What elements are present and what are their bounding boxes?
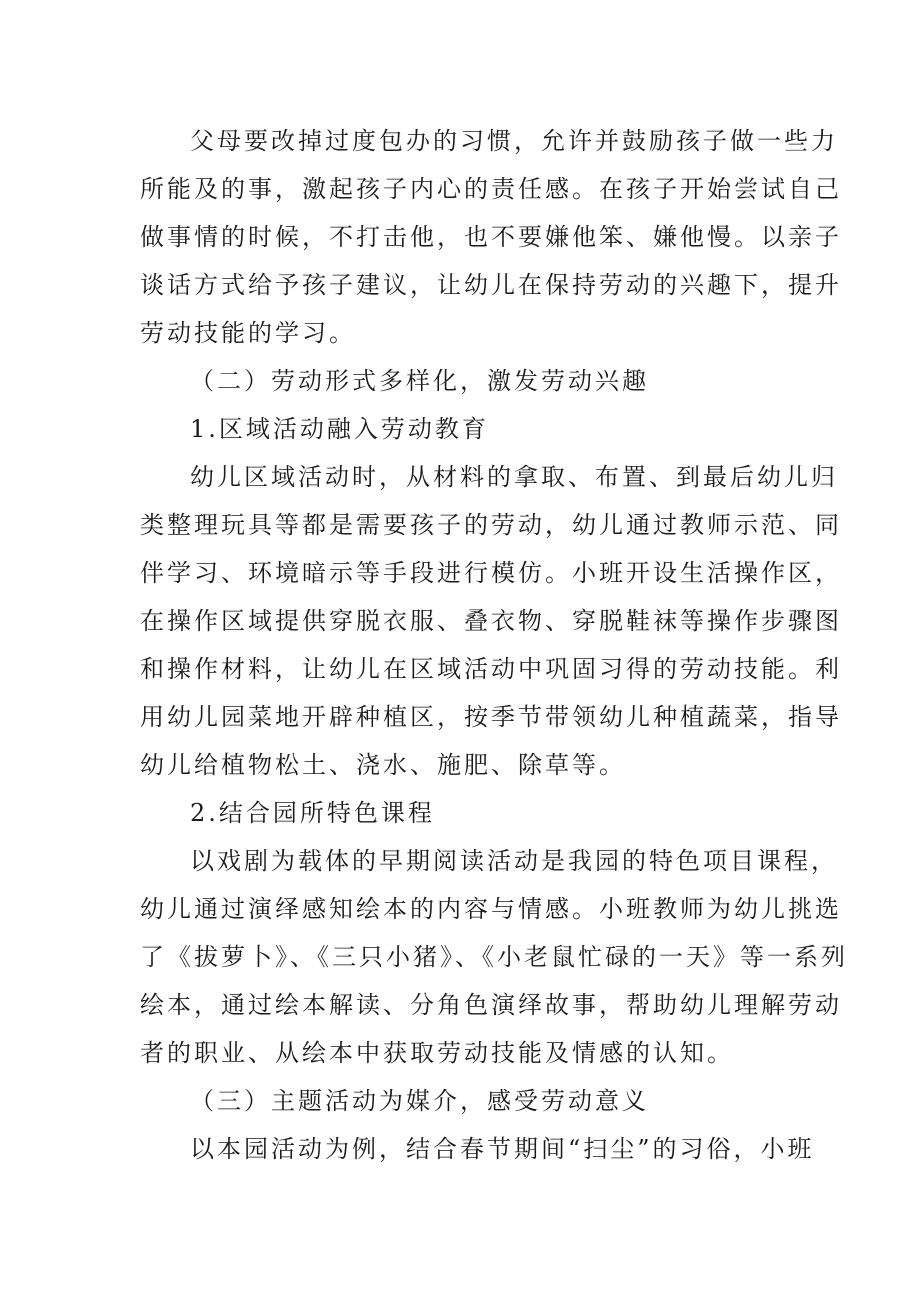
subsection-heading: 1.区域活动融入劳动教育 [190, 415, 489, 443]
paragraph-line: 以本园活动为例，结合春节期间“扫尘”的习俗，小班 [190, 1135, 815, 1163]
section-heading: （二）劳动形式多样化，激发劳动兴趣 [190, 367, 649, 395]
paragraph-line: 幼儿区域活动时，从材料的拿取、布置、到最后幼儿归 [190, 463, 838, 491]
paragraph-line: 绘本，通过绘本解读、分角色演绎故事，帮助幼儿理解劳动 [140, 991, 842, 1019]
paragraph-line: 幼儿给植物松土、浇水、施肥、除草等。 [140, 751, 626, 779]
paragraph-line: 类整理玩具等都是需要孩子的劳动，幼儿通过教师示范、同 [140, 511, 842, 539]
paragraph-line: 所能及的事，激起孩子内心的责任感。在孩子开始尝试自己 [140, 175, 842, 203]
paragraph-line: 以戏剧为载体的早期阅读活动是我园的特色项目课程， [190, 847, 838, 875]
paragraph-line: 谈话方式给予孩子建议，让幼儿在保持劳动的兴趣下，提升 [140, 271, 842, 299]
paragraph-line: 伴学习、环境暗示等手段进行模仿。小班开设生活操作区， [140, 559, 842, 587]
subsection-heading: 2.结合园所特色课程 [190, 799, 435, 827]
paragraph-line: 幼儿通过演绎感知绘本的内容与情感。小班教师为幼儿挑选 [140, 895, 842, 923]
section-heading: （三）主题活动为媒介，感受劳动意义 [190, 1087, 649, 1115]
paragraph-line: 用幼儿园菜地开辟种植区，按季节带领幼儿种植蔬菜，指导 [140, 703, 842, 731]
paragraph-line: 做事情的时候，不打击他，也不要嫌他笨、嫌他慢。以亲子 [140, 223, 842, 251]
paragraph-line: 父母要改掉过度包办的习惯，允许并鼓励孩子做一些力 [190, 127, 838, 155]
paragraph-line: 了《拔萝卜》、《三只小猪》、《小老鼠忙碌的一天》等一系列 [140, 943, 848, 971]
paragraph-line: 劳动技能的学习。 [140, 319, 356, 347]
paragraph-line: 在操作区域提供穿脱衣服、叠衣物、穿脱鞋袜等操作步骤图 [140, 607, 842, 635]
paragraph-line: 和操作材料，让幼儿在区域活动中巩固习得的劳动技能。利 [140, 655, 842, 683]
paragraph-line: 者的职业、从绘本中获取劳动技能及情感的认知。 [140, 1039, 734, 1067]
